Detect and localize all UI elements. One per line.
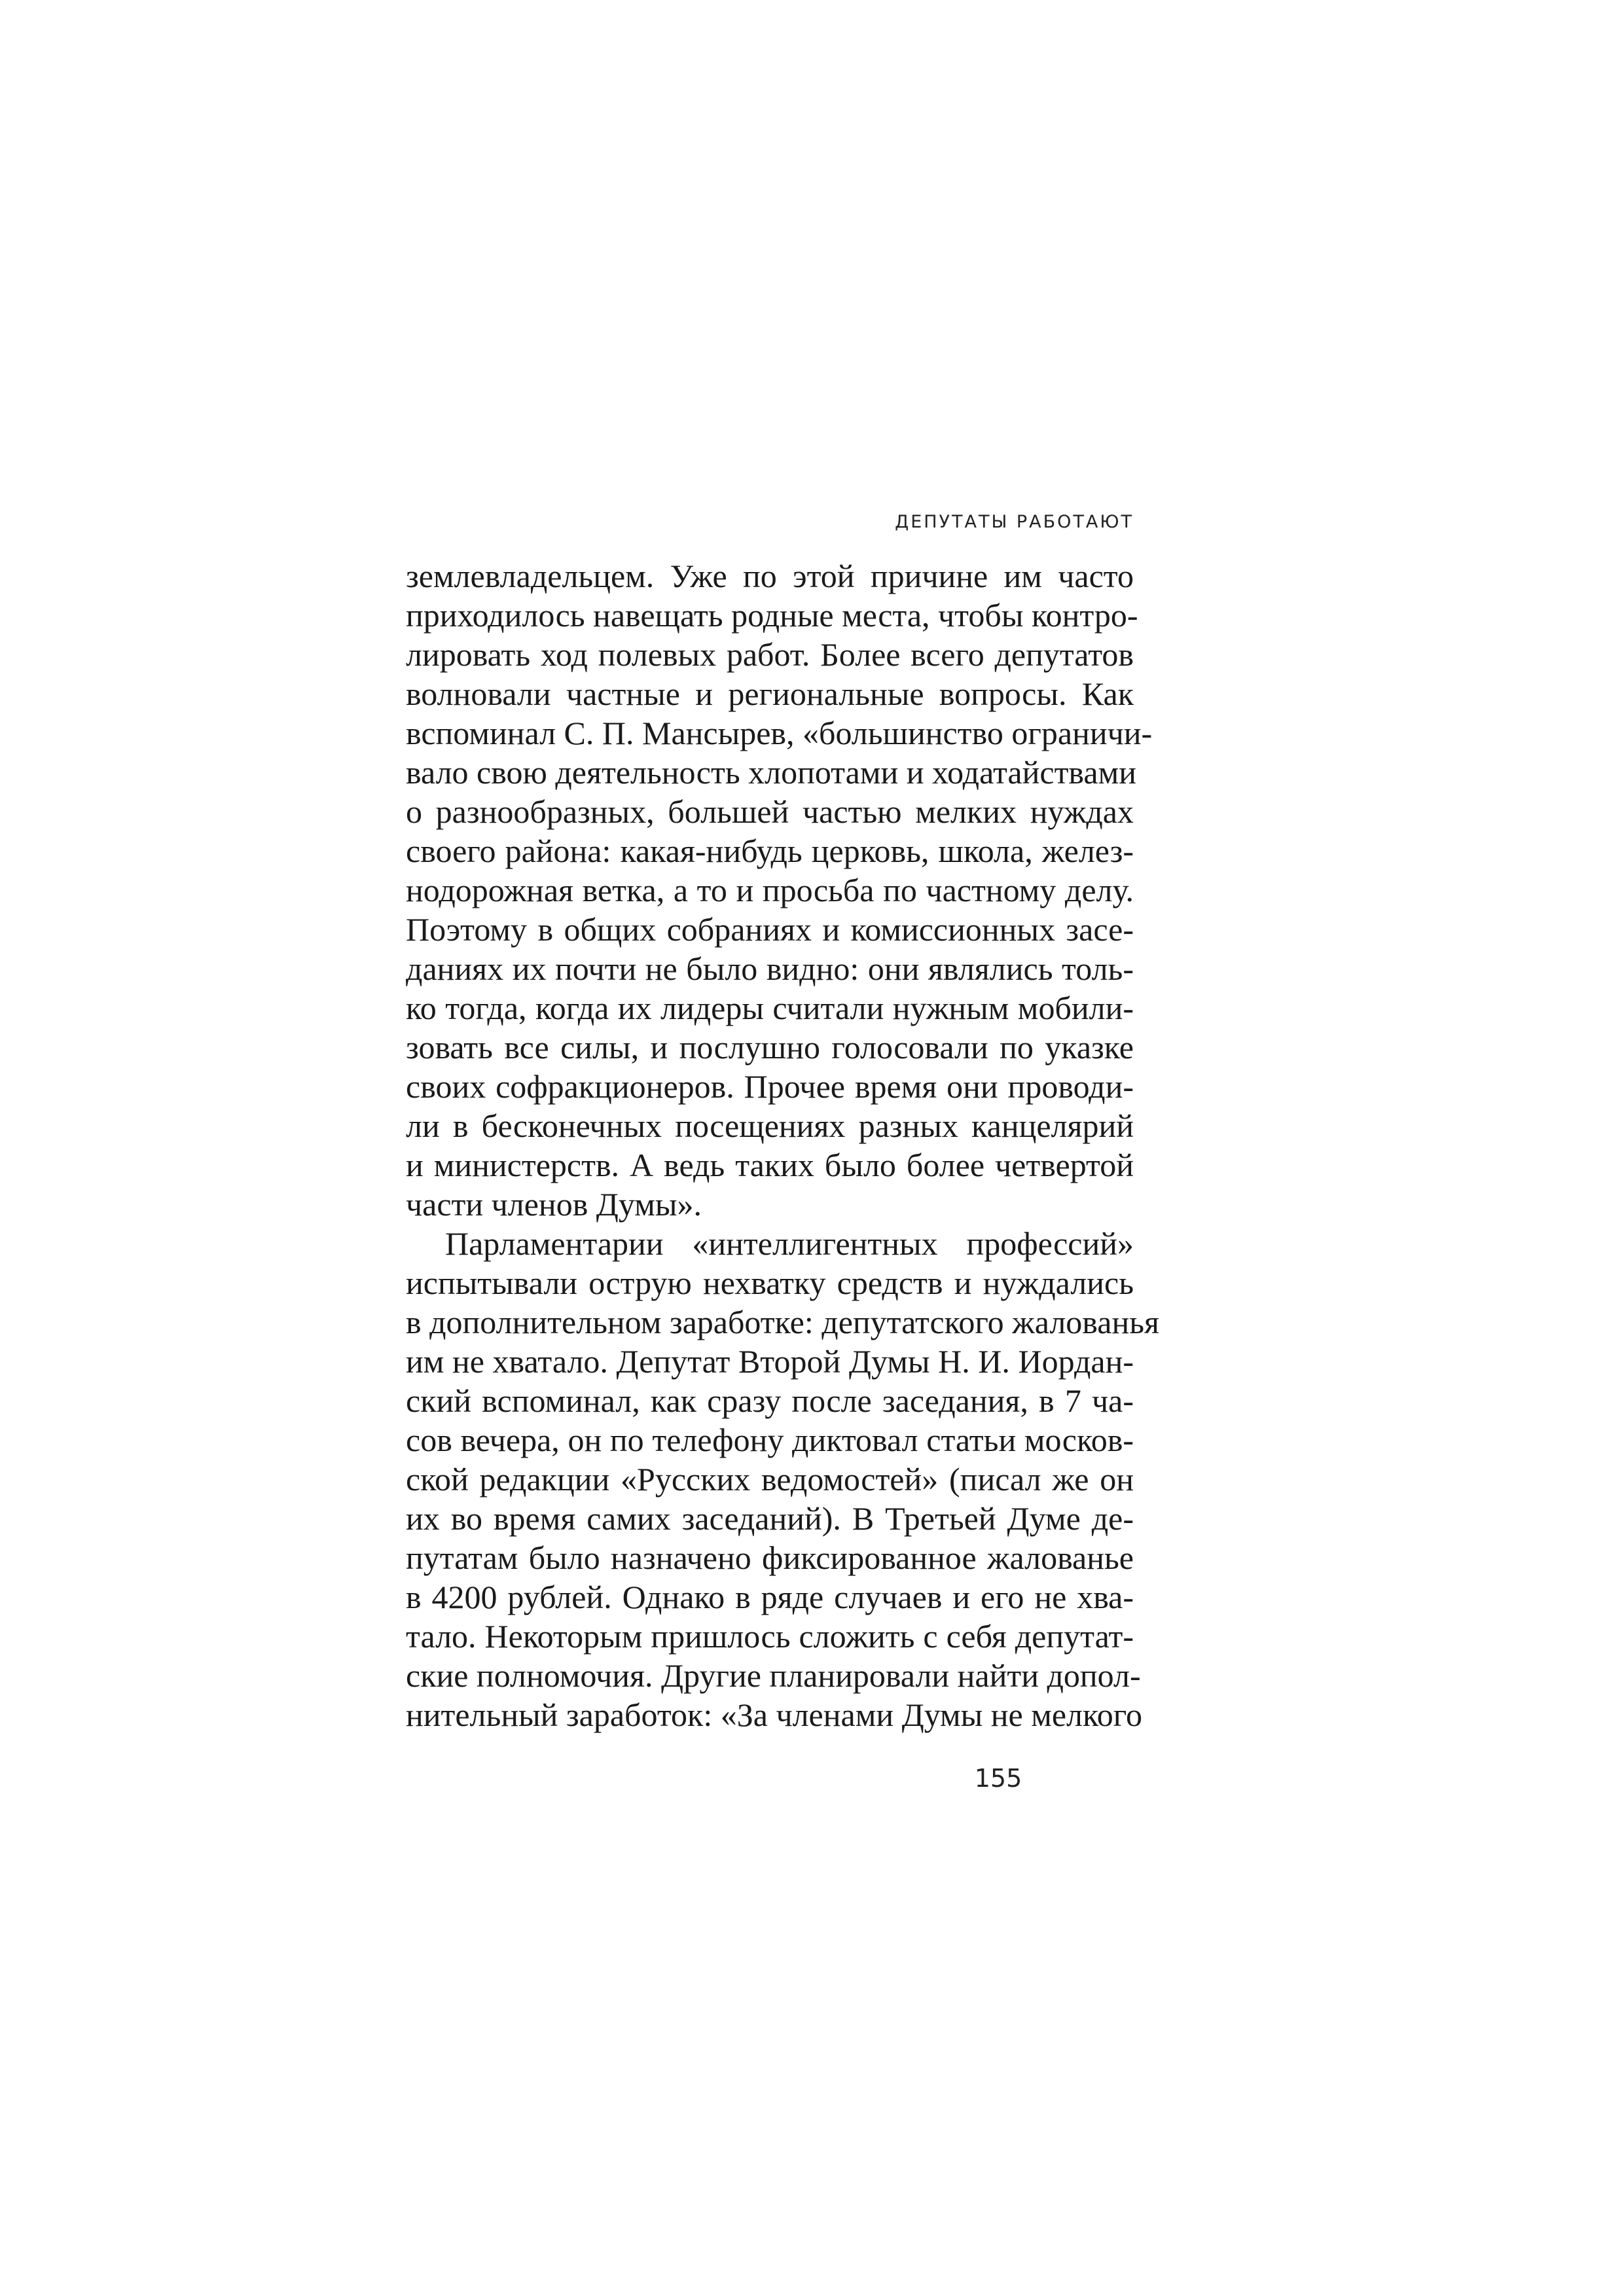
text-line: даниях их почти не было видно: они являлись толь- — [406, 950, 1134, 987]
text-line: волновали частные и региональные вопросы. Как — [406, 675, 1134, 712]
text-line: вало свою деятельность хлопотами и ходатайствами — [406, 754, 1136, 791]
text-line: лировать ход полевых работ. Более всего депутатов — [406, 636, 1134, 673]
text-line: в 4200 рублей. Однако в ряде случаев и его не хва- — [406, 1579, 1134, 1615]
paragraph — [406, 556, 1153, 1224]
paragraph — [406, 1224, 1160, 1734]
text-line: путатам было назначено фиксированное жалованье — [406, 1539, 1134, 1576]
text-line: их во время самих заседаний). В Третьей Думе де- — [406, 1500, 1134, 1537]
text-line: сов вечера, он по телефону диктовал статьи москов- — [406, 1422, 1134, 1458]
text-line: ские полномочия. Другие планировали найти допол- — [406, 1657, 1141, 1694]
text-line: нодорожная ветка, а то и просьба по частному делу. — [406, 872, 1134, 908]
text-line: части членов Думы». — [406, 1186, 702, 1223]
text-line: Парламентарии «интеллигентных профессий» — [445, 1225, 1134, 1262]
text-line: зовать все силы, и послушно голосовали по указке — [406, 1029, 1134, 1066]
text-line: ский вспоминал, как сразу после заседания, в 7 ча- — [406, 1382, 1134, 1419]
page-number: 155 — [974, 1764, 1022, 1793]
text-line: ко тогда, когда их лидеры считали нужным мобили- — [406, 990, 1134, 1026]
text-line: ли в бесконечных посещениях разных канцелярий — [406, 1107, 1134, 1144]
text-line: своего района: какая-нибудь церковь, школа, желез- — [406, 833, 1134, 869]
text-line: тало. Некоторым пришлось сложить с себя депутат- — [406, 1618, 1134, 1655]
text-line: нительный заработок: «За членами Думы не мелкого — [406, 1696, 1143, 1733]
text-line: землевладельцем. Уже по этой причине им часто — [406, 558, 1134, 594]
running-header: ДЕПУТАТЫ РАБОТАЮТ — [895, 512, 1134, 532]
text-line: приходилось навещать родные места, чтобы контро- — [406, 597, 1138, 634]
text-line: им не хватало. Депутат Второй Думы Н. И. Иордан- — [406, 1343, 1134, 1380]
text-line: вспоминал С. П. Мансырев, «большинство ограничи- — [406, 715, 1153, 751]
text-line: Поэтому в общих собраниях и комиссионных засе- — [406, 911, 1134, 948]
text-line: и министерств. А ведь таких было более четвертой — [406, 1147, 1134, 1183]
text-line: своих софракционеров. Прочее время они проводи- — [406, 1068, 1134, 1105]
text-line: ской редакции «Русских ведомостей» (писал же он — [406, 1461, 1134, 1498]
text-line: о разнообразных, большей частью мелких нуждах — [406, 793, 1134, 830]
body-text — [406, 556, 1160, 1734]
text-line: в дополнительном заработке: депутатского жалованья — [406, 1304, 1160, 1340]
text-line: испытывали острую нехватку средств и нуждались — [406, 1265, 1134, 1301]
